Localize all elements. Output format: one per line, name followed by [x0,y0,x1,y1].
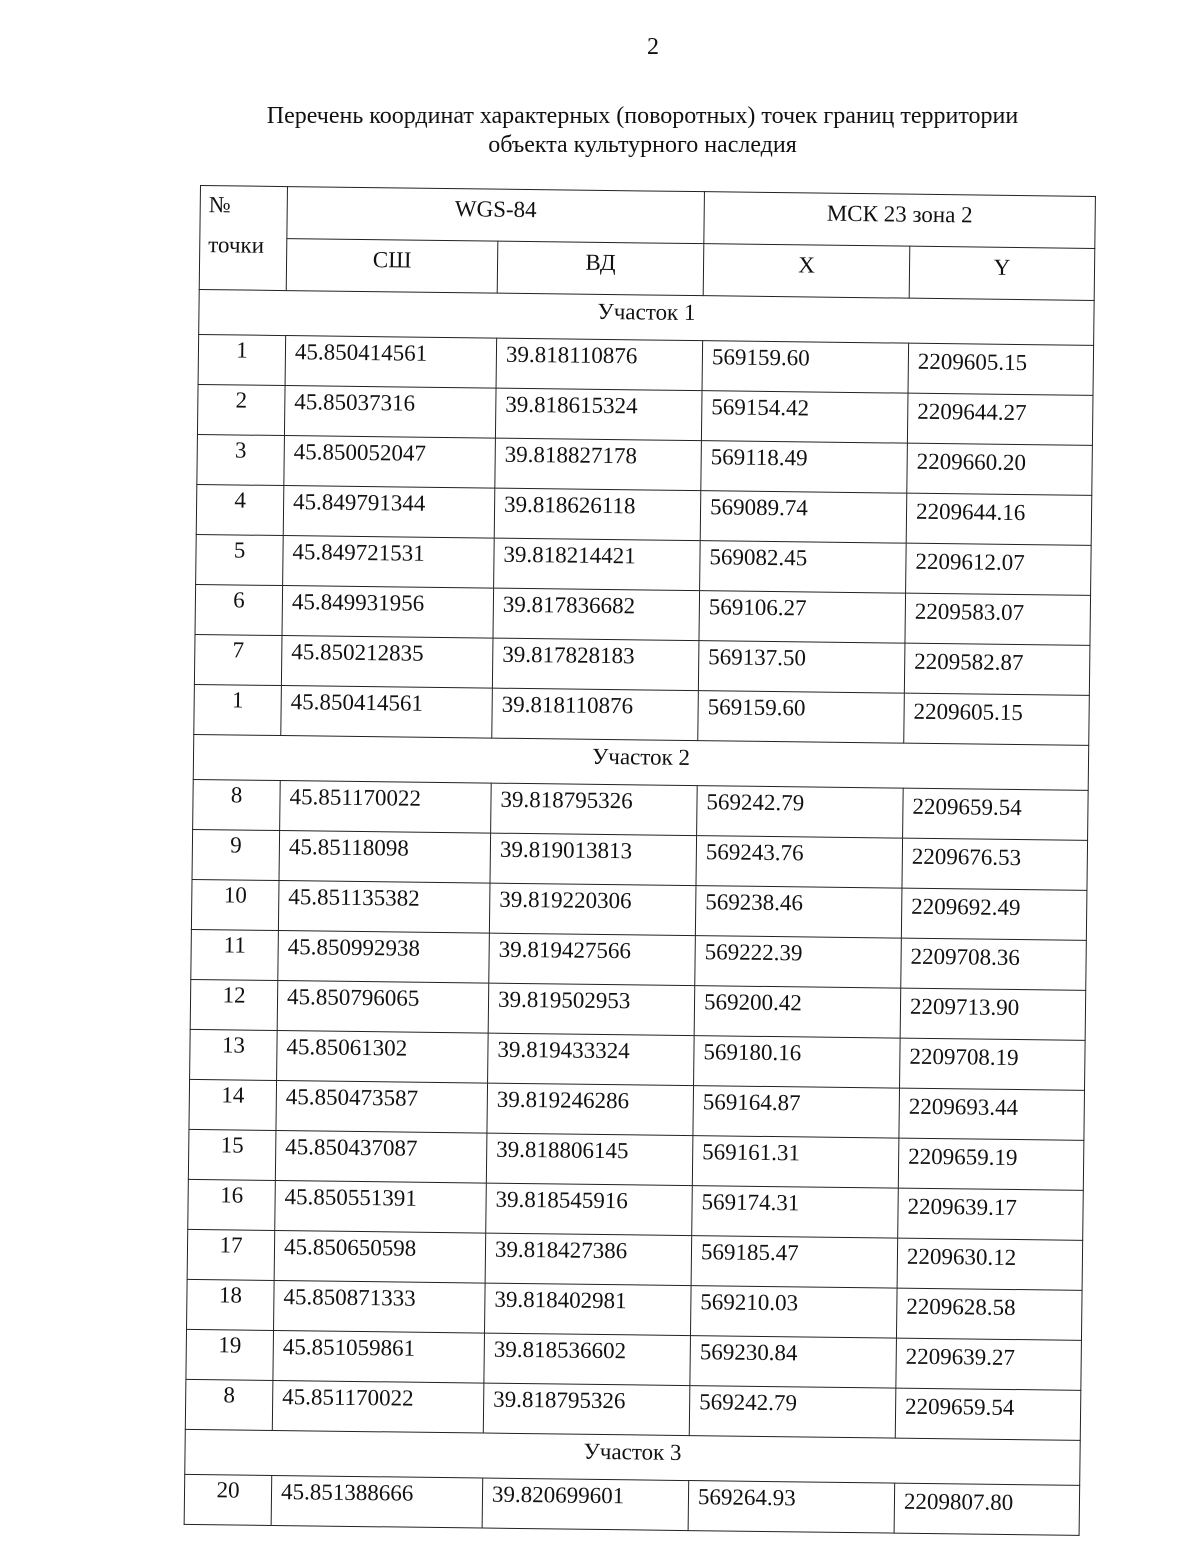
longitude-cell: 39.819502953 [488,983,695,1036]
table-row [184,1474,1080,1535]
longitude-cell: 39.819246286 [487,1083,694,1136]
y-coordinate-cell: 2209639.17 [898,1188,1084,1240]
y-coordinate-cell: 2209708.19 [900,1038,1086,1090]
x-coordinate-cell: 569243.76 [696,836,903,889]
latitude-cell: 45.849931956 [282,586,494,639]
y-coordinate-cell: 2209630.12 [897,1238,1083,1290]
x-coordinate-cell: 569082.45 [700,541,907,594]
longitude-cell: 39.818806145 [486,1133,693,1186]
y-coordinate-cell: 2209583.07 [905,593,1091,645]
y-coordinate-cell: 2209713.90 [900,988,1086,1040]
longitude-cell: 39.817828183 [492,638,699,691]
x-coordinate-cell: 569242.79 [689,1386,896,1439]
coordinates-table-wrapper [184,185,1095,1536]
point-number-cell: 10 [191,879,279,930]
longitude-cell: 39.818214421 [494,538,701,591]
latitude-cell: 45.851059861 [273,1330,485,1383]
y-coordinate-cell: 2209644.16 [906,493,1092,545]
section-title: Участок 1 [199,289,1094,345]
document-title [185,102,1100,160]
point-number-cell: 14 [189,1079,277,1130]
latitude-cell: 45.850871333 [274,1280,486,1333]
section-title: Участок 2 [193,734,1088,790]
point-number-cell: 6 [195,584,283,635]
y-coordinate-cell: 2209807.80 [894,1483,1080,1535]
point-number-cell: 4 [196,484,284,535]
point-number-cell: 16 [188,1179,276,1230]
y-coordinate-cell: 2209612.07 [906,543,1092,595]
coordinates-table [184,185,1096,1536]
latitude-cell: 45.850414561 [285,336,497,389]
longitude-cell: 39.818545916 [486,1183,693,1236]
point-number-cell: 8 [193,779,281,830]
point-number-cell: 7 [194,634,282,685]
longitude-cell: 39.818827178 [495,438,702,491]
x-coordinate-cell: 569164.87 [693,1086,900,1139]
point-number-cell: 12 [190,979,278,1030]
latitude-cell: 45.85118098 [279,831,491,884]
longitude-cell: 39.818626118 [494,488,701,541]
longitude-cell: 39.818427386 [485,1233,692,1286]
longitude-cell: 39.818795326 [483,1383,690,1436]
longitude-cell: 39.818402981 [484,1283,691,1336]
x-coordinate-cell: 569230.84 [690,1336,897,1389]
point-number-header-line1: № [208,192,231,218]
latitude-cell: 45.850992938 [278,931,490,984]
point-number-cell: 13 [190,1029,278,1080]
y-coordinate-cell: 2209639.27 [896,1338,1082,1390]
page-number: 2 [647,34,659,60]
latitude-cell: 45.851170022 [272,1380,484,1433]
y-coordinate-cell: 2209692.49 [901,888,1087,940]
x-coordinate-cell: 569159.60 [702,341,909,394]
y-coordinate-cell: 2209676.53 [902,838,1088,890]
longitude-cell: 39.819427566 [489,933,696,986]
longitude-cell: 39.818110876 [492,688,699,741]
latitude-cell: 45.851388666 [271,1475,483,1528]
longitude-cell: 39.820699601 [482,1478,689,1531]
x-coordinate-cell: 569137.50 [698,641,905,694]
point-number-cell: 17 [187,1229,275,1280]
title-line-2: объекта культурного наследия [488,132,797,158]
latitude-cell: 45.850473587 [276,1081,488,1134]
x-coordinate-cell: 569242.79 [697,786,904,839]
longitude-cell: 39.818795326 [491,783,698,836]
latitude-cell: 45.850551391 [275,1180,487,1233]
y-coordinate-cell: 2209644.27 [907,393,1093,445]
x-coordinate-cell: 569185.47 [691,1236,898,1289]
x-coordinate-cell: 569238.46 [695,886,902,939]
longitude-cell: 39.818110876 [496,338,703,391]
lon-header: ВД [497,241,704,296]
y-coordinate-cell: 2209659.54 [903,788,1089,840]
x-coordinate-cell: 569154.42 [701,391,908,444]
latitude-cell: 45.850052047 [284,436,496,489]
latitude-cell: 45.85061302 [277,1031,489,1084]
x-coordinate-cell: 569174.31 [692,1186,899,1239]
latitude-cell: 45.849791344 [283,486,495,539]
y-coordinate-cell: 2209628.58 [896,1288,1082,1340]
latitude-cell: 45.850212835 [281,636,493,689]
point-number-cell: 8 [185,1379,273,1430]
point-number-header-line2: точки [208,232,265,258]
x-header: X [703,244,910,299]
x-coordinate-cell: 569222.39 [695,936,902,989]
x-coordinate-cell: 569180.16 [694,1036,901,1089]
point-number-cell: 5 [196,534,284,585]
y-coordinate-cell: 2209659.19 [898,1138,1084,1190]
latitude-cell: 45.850414561 [281,686,493,739]
longitude-cell: 39.818536602 [484,1333,691,1386]
longitude-cell: 39.817836682 [493,588,700,641]
lat-header: СШ [286,239,498,294]
point-number-cell: 2 [197,384,285,435]
y-coordinate-cell: 2209693.44 [899,1088,1085,1140]
point-number-cell: 1 [194,684,282,735]
y-coordinate-cell: 2209659.54 [895,1388,1081,1440]
point-number-cell: 9 [192,829,280,880]
point-number-cell: 15 [188,1129,276,1180]
latitude-cell: 45.851135382 [278,881,490,934]
x-coordinate-cell: 569161.31 [692,1136,899,1189]
point-number-header [199,186,287,291]
wgs-header: WGS-84 [287,187,705,244]
point-number-cell: 19 [186,1329,274,1380]
latitude-cell: 45.850650598 [274,1230,486,1283]
point-number-cell: 3 [197,434,285,485]
x-coordinate-cell: 569210.03 [690,1286,897,1339]
y-coordinate-cell: 2209605.15 [908,343,1094,395]
longitude-cell: 39.819433324 [488,1033,695,1086]
latitude-cell: 45.849721531 [283,536,495,589]
x-coordinate-cell: 569264.93 [688,1481,895,1534]
x-coordinate-cell: 569159.60 [698,691,905,744]
title-line-1: Перечень координат характерных (поворотных) точек границ территории [266,103,1019,129]
point-number-cell: 1 [198,334,286,385]
y-coordinate-cell: 2209660.20 [907,443,1093,495]
section-title: Участок 3 [185,1429,1080,1485]
x-coordinate-cell: 569106.27 [699,591,906,644]
x-coordinate-cell: 569200.42 [694,986,901,1039]
point-number-cell: 18 [187,1279,275,1330]
latitude-cell: 45.850437087 [275,1130,487,1183]
msk-header: МСК 23 зона 2 [704,192,1096,249]
x-coordinate-cell: 569118.49 [701,441,908,494]
point-number-cell: 20 [184,1474,272,1525]
latitude-cell: 45.85037316 [284,386,496,439]
y-coordinate-cell: 2209582.87 [904,643,1090,695]
y-coordinate-cell: 2209708.36 [901,938,1087,990]
x-coordinate-cell: 569089.74 [700,491,907,544]
latitude-cell: 45.850796065 [277,981,489,1034]
longitude-cell: 39.819220306 [489,883,696,936]
point-number-cell: 11 [191,929,279,980]
latitude-cell: 45.851170022 [280,781,492,834]
longitude-cell: 39.818615324 [495,388,702,441]
y-coordinate-cell: 2209605.15 [904,693,1090,745]
y-header: Y [909,246,1095,300]
longitude-cell: 39.819013813 [490,833,697,886]
